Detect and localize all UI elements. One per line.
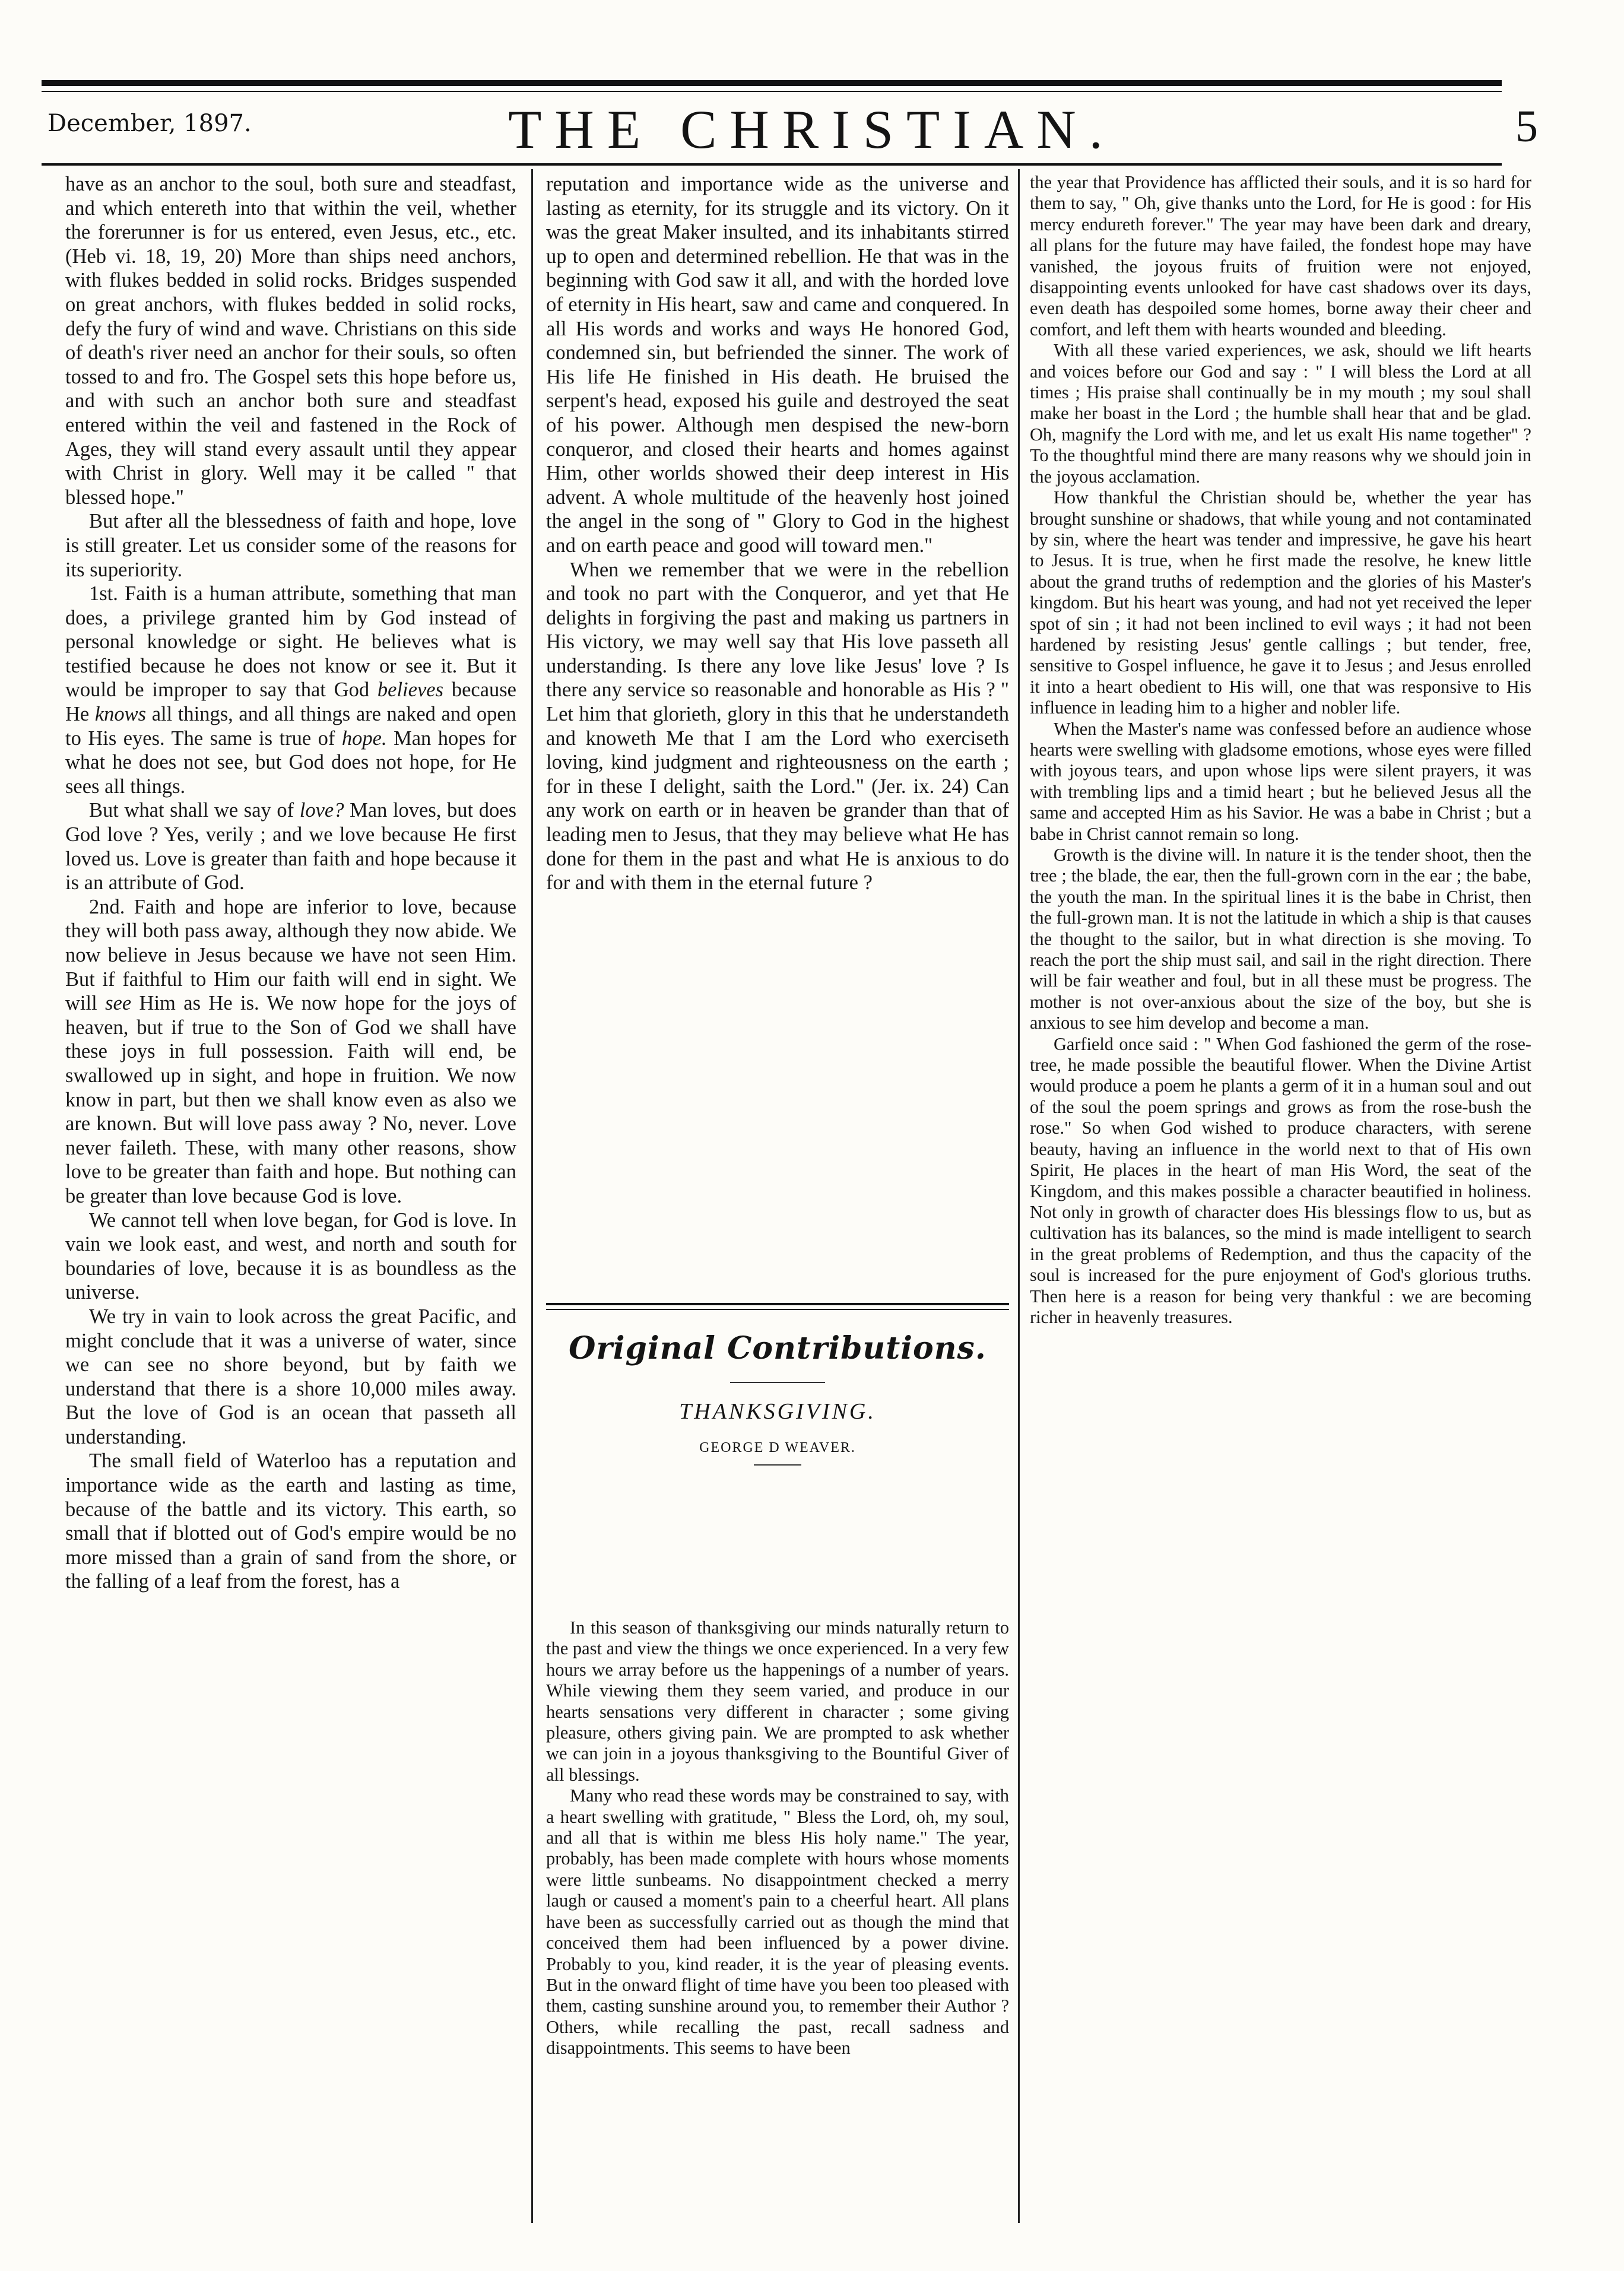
col1-paragraph: We cannot tell when love began, for God is love. In vain we look east, and west, and north and south for boundaries of love, because it is as boundless as the universe.	[65, 1209, 516, 1304]
column-divider-2	[1018, 169, 1020, 2223]
section-double-rule	[546, 1303, 1009, 1305]
col2-paragraph: reputation and importance wide as the universe and lasting as eternity, for its struggle and its victory. On it was the great Maker insulted, and its inhabitants stirred up to open and determined rebellion. He that was in the beginning with God saw it all, and with the horded love of eternity in His heart, saw and came and conquered. In all His words and works and ways He honored God, condemned sin, but befriended the sinner. The work of His life He finished in His death. He bruised the serpent's head, exposed his guile and destroyed the seat of his power. Although men despised the new-born conqueror, and closed their hearts and homes against Him, other worlds showed their deep interest in His advent. A whole multitude of the heavenly host joined the angel in the song of " Glory to God in the highest and on earth peace and good will toward men."	[546, 173, 1009, 557]
col2-article-paragraph: In this season of thanksgiving our minds naturally return to the past and view the things we once experienced. In a very few hours we array before us the happenings of a number of years. While viewing them they seem varied, and produce in our hearts sensations very different in character ; some giving pleasure, others giving pain. We are prompted to ask whether we can join in a joyous thanksgiving to the Bountiful Giver of all blessings.	[546, 1617, 1009, 1785]
column-3	[1030, 172, 1531, 1328]
col1-paragraph: 1st. Faith is a human attribute, something that man does, a privilege granted him by God instead of personal knowledge or sight. He believes what is testified because he does not know or see it. But it would be improper to say that God believes because He knows all things, and all things are naked and open to His eyes. The same is true of hope. Man hopes for what he does not see, but God does not hope, for He sees all things.	[65, 582, 516, 798]
column-2-article	[546, 1617, 1009, 2059]
article-title: THANKSGIVING.	[679, 1399, 876, 1424]
col1-paragraph: But what shall we say of love? Man loves, but does God love ? Yes, verily ; and we love because He first loved us. Love is greater than faith and hope because it is an attribute of God.	[65, 799, 516, 895]
masthead-rule	[42, 163, 1502, 166]
column-divider-1	[531, 169, 533, 2223]
col3-paragraph: Growth is the divine will. In nature it is the tender shoot, then the tree ; the blade, the ear, then the full-grown corn in the ear ; the babe, the youth the man. In the spiritual lines it is the babe in Christ, then the full-grown man. It is not the latitude in which a ship is that causes the thought to the sailor, but in what direction is she moving. To reach the port the ship must sail, and sail in the right direction. There will be fair weather and foul, but in all these must be progress. The mother is not over-anxious about the size of the boy, but she is anxious to see him develop and become a man.	[1030, 845, 1531, 1033]
section-thin-rule	[546, 1309, 1009, 1310]
section-header	[546, 1303, 1009, 1481]
column-1	[65, 172, 516, 1594]
byline-divider	[754, 1464, 801, 1466]
column-2-top	[546, 172, 1009, 895]
page-number: 5	[1515, 102, 1538, 151]
col3-paragraph: With all these varied experiences, we ask, should we lift hearts and voices before our God and say : " I will bless the Lord at all times ; His praise shall continually be in my mouth ; my soul shall make her boast in the Lord ; the humble shall hear that and be glad. Oh, magnify the Lord with me, and let us exalt His name together" ? To the thoughtful mind there are many reasons why we should join in the joyous acclamation.	[1030, 340, 1531, 487]
col3-paragraph: the year that Providence has afflicted their souls, and it is so hard for them to say, " Oh, give thanks unto the Lord, for He is good : for His mercy endureth forever." The year may have been dark and dreary, all plans for the future may have failed, the fondest hope may have vanished, the joyous fruits of fruition were not enjoyed, disappointing events unlooked for have cast shadows over its days, even death has despoiled some homes, borne away their cheer and comfort, and left them with hearts wounded and bleeding.	[1030, 172, 1531, 340]
col3-paragraph: Garfield once said : " When God fashioned the germ of the rose-tree, he made possible the beautiful flower. When the Divine Artist would produce a poem he plants a germ of it in a human soul and out of the soul the poem springs and grows as from the rose-bush the rose." So when God wished to produce characters, with serene beauty, having an influence in the world next to that of His own Spirit, He places in the heart of man His Word, the seat of the Kingdom, and this makes possible a character beautified in holiness. Not only in growth of character does His blessings flow to us, but as cultivation has its balances, so the mind is made intelligent to search in the great problems of Redemption, and thus the capacity of the soul is increased for the pure enjoyment of God's glorious truths. Then here is a reason for being very thankful : we are becoming richer in heavenly treasures.	[1030, 1033, 1531, 1327]
col2-paragraph: When we remember that we were in the rebellion and took no part with the Conqueror, and yet that He delights in forgiving the past and making us partners in His victory, we may well say that His love passeth all understanding. Is there any love like Jesus' love ? Is there any service so reasonable and honorable as His ? " Let him that glorieth, glory in this that he understandeth and knoweth Me that I am the Lord who exerciseth loving, kind judgment and righteousness on the earth ; for in these I delight, saith the Lord." (Jer. ix. 24) Can any work on earth or in heaven be grander than that of leading men to Jesus, that they may believe what He has done for them in the past and what He is anxious to do for and with them in the eternal future ?	[546, 558, 1009, 895]
top-heavy-rule	[42, 80, 1502, 86]
col1-paragraph: have as an anchor to the soul, both sure and steadfast, and which entereth into that within the veil, whether the forerunner is for us entered, even Jesus, etc., etc. (Heb vi. 18, 19, 20) More than ships need anchors, with flukes bedded in solid rocks. Bridges suspended on great anchors, with flukes bedded in solid rocks, defy the fury of wind and wave. Christians on this side of death's river need an anchor for their souls, so often tossed to and fro. The Gospel sets this hope before us, and with such an anchor both sure and steadfast entered within the veil and fastened in the Rock of Ages, they will stand every assault until they appear with Christ in glory. Well may it be called " that blessed hope."	[65, 173, 516, 509]
col1-paragraph: 2nd. Faith and hope are inferior to love, because they will both pass away, although they now abide. We now believe in Jesus because we have not seen Him. But if faithful to Him our faith will end in sight. We will see Him as He is. We now hope for the joys of heaven, but if true to the Son of God we shall have these joys in full possession. Faith will end, be swallowed up in sight, and hope in fruition. We now know in part, but then we shall know even as also we are known. But will love pass away ? No, never. Love never faileth. These, with many other reasons, show love to be greater than faith and hope. But nothing can be greater than love because God is love.	[65, 895, 517, 1207]
col1-paragraph: We try in vain to look across the great Pacific, and might conclude that it was a universe of water, since we can see no shore beyond, but by faith we understand that there is a shore 10,000 miles away. But the love of God is an ocean that passeth all understanding.	[65, 1305, 516, 1448]
col1-paragraph: The small field of Waterloo has a reputation and importance wide as the earth and lasting as time, because of the battle and its victory. This earth, so small that if blotted out of God's empire would be no more missed than a grain of sand from the shore, or the falling of a leaf from the forest, has a	[65, 1449, 516, 1593]
short-divider	[730, 1382, 825, 1383]
article-byline: GEORGE D WEAVER.	[699, 1440, 856, 1455]
issue-date: December, 1897.	[47, 110, 252, 137]
top-thin-rule	[42, 91, 1502, 92]
col2-article-paragraph: Many who read these words may be constrained to say, with a heart swelling with gratitude, " Bless the Lord, oh, my soul, and all that is within me bless His holy name." The year, probably, has been made complete with hours whose moments were little sunbeams. No disappointment checked a merry laugh or caused a moment's pain to a cheerful heart. All plans have been as successfully carried out as though the mind that conceived them had been influenced by a power divine. Probably to you, kind reader, it is the year of pleasing events. But in the onward flight of time have you been too pleased with them, casting sunshine around you, to remember their Author ? Others, while recalling the past, recall sadness and disappointments. This seems to have been	[546, 1785, 1009, 2059]
col1-paragraph: But after all the blessedness of faith and hope, love is still greater. Let us consider some of the reasons for its superiority.	[65, 510, 516, 581]
col3-paragraph: How thankful the Christian should be, whether the year has brought sunshine or shadows, that while young and not contaminated by sin, where the heart was tender and impressive, he gave his heart to Jesus. It is true, when he first made the resolve, he knew little about the grand truths of redemption and the glories of his Master's kingdom. But his heart was young, and had not yet received the leper spot of sin ; it had not been inclined to evil ways ; it had not been hardened by resisting Jesus' gentle callings ; but tender, free, sensitive to Gospel influence, he gave it to Jesus ; and Jesus enrolled it into a heart obedient to His will, one that was responsive to His influence in leading him to a higher and nobler life.	[1030, 487, 1531, 718]
section-heading: Original Contributions.	[569, 1330, 987, 1366]
col3-paragraph: When the Master's name was confessed before an audience whose hearts were swelling with gladsome emotions, whose eyes were filled with joyous tears, and upon whose lips were silent prayers, it was with trembling lips and a timid heart ; but he believed Jesus all the same and accepted Him as his Savior. He was a babe in Christ ; but a babe in Christ cannot remain so long.	[1030, 718, 1531, 844]
masthead-title: THE CHRISTIAN.	[508, 99, 1116, 160]
